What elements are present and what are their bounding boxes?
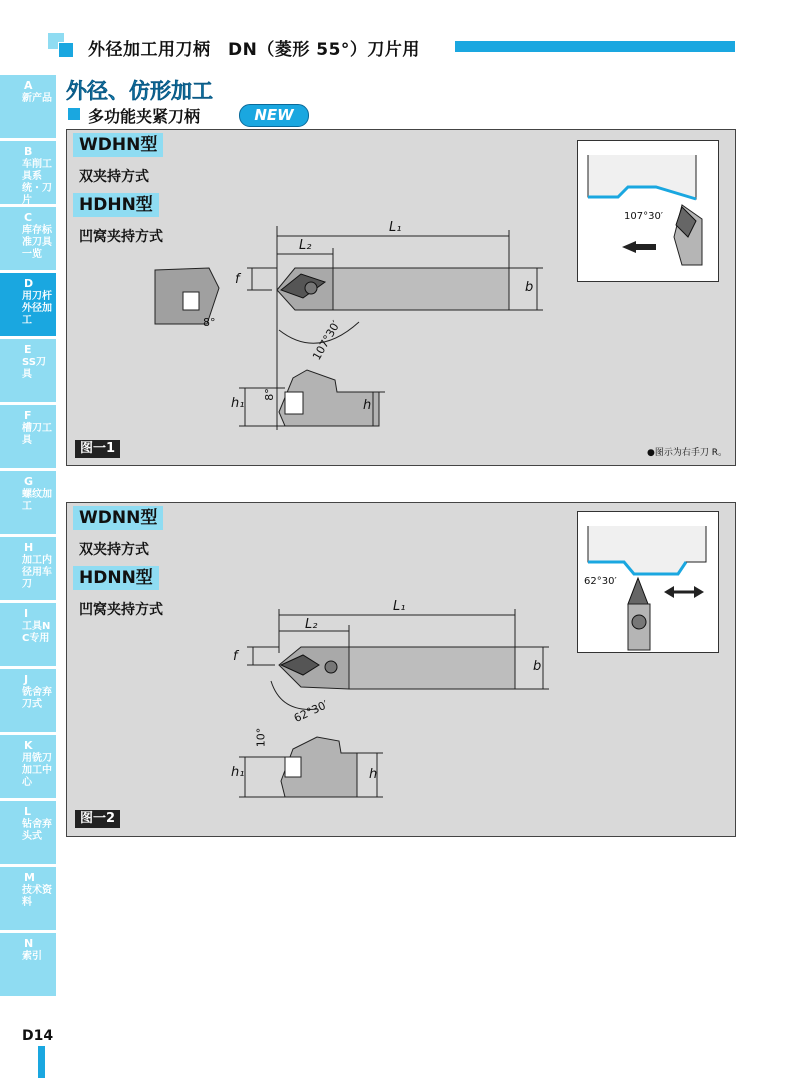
chapter-tab-e[interactable]: E SS刀具 bbox=[0, 339, 56, 402]
chapter-tab-j[interactable]: J 铣舍弃刀式 bbox=[0, 669, 56, 732]
chapter-tab-i[interactable]: I 工具NC专用 bbox=[0, 603, 56, 666]
figure-panel-2 bbox=[66, 502, 736, 837]
dim-b-label: b bbox=[525, 280, 534, 295]
dim-side-angle-label: 8° bbox=[203, 316, 216, 329]
dim-l1-label: L₁ bbox=[393, 599, 406, 614]
clamp-method-recess: 凹窝夹持方式 bbox=[79, 602, 163, 618]
type-label-hdnn: HDNN型 bbox=[73, 566, 159, 590]
dim-h1-label: h₁ bbox=[231, 765, 245, 780]
chapter-tab-f[interactable]: F 槽刀工具 bbox=[0, 405, 56, 468]
dim-h-label: h bbox=[363, 398, 372, 413]
dim-f-label: f bbox=[233, 649, 238, 664]
chapter-tab-n[interactable]: N 索引 bbox=[0, 933, 56, 996]
chapter-tab-c[interactable]: C 库存标准刀具一览 bbox=[0, 207, 56, 270]
clamp-method-double: 双夹持方式 bbox=[79, 169, 149, 185]
dim-l1-label: L₁ bbox=[389, 220, 402, 235]
dim-f-label: f bbox=[235, 272, 240, 287]
header-rule bbox=[455, 41, 735, 52]
chapter-tabs bbox=[0, 75, 56, 999]
new-badge: NEW bbox=[239, 104, 309, 127]
section-subtitle: 多功能夹紧刀柄 bbox=[88, 107, 201, 126]
subtitle-square-icon bbox=[68, 108, 80, 120]
dim-angle-label: 62°30′ bbox=[291, 698, 331, 725]
dim-b-label: b bbox=[533, 659, 542, 674]
chapter-tab-g[interactable]: G 螺纹加工 bbox=[0, 471, 56, 534]
chapter-tab-m[interactable]: M 技术资料 bbox=[0, 867, 56, 930]
clamp-method-double: 双夹持方式 bbox=[79, 542, 149, 558]
dim-h-label: h bbox=[369, 767, 378, 782]
figure-panel-1 bbox=[66, 129, 736, 466]
application-inset-1 bbox=[577, 140, 719, 282]
page-number: D14 bbox=[22, 1028, 54, 1044]
inset-angle-label: 62°30′ bbox=[584, 576, 617, 587]
type-label-wdhn: WDHN型 bbox=[73, 133, 163, 157]
chapter-tab-d-active[interactable]: D 用刀杆外径加工 bbox=[0, 273, 56, 336]
inset-angle-label: 107°30′ bbox=[624, 211, 664, 222]
dim-side-angle-label: 10° bbox=[254, 727, 268, 748]
chapter-tab-a[interactable]: A 新产品 bbox=[0, 75, 56, 138]
header-square-accent-icon bbox=[58, 42, 74, 58]
application-inset-2 bbox=[577, 511, 719, 653]
page-number-bar bbox=[38, 1046, 45, 1078]
dim-angle-label: 107°30′ bbox=[310, 318, 343, 363]
figure-label-2: 图一2 bbox=[75, 810, 120, 828]
right-hand-note: ●图示为右手刀 R。 bbox=[647, 448, 727, 458]
chapter-tab-k[interactable]: K 用铣刀加工中心 bbox=[0, 735, 56, 798]
chapter-tab-b[interactable]: B 车削工具系统・刀片 bbox=[0, 141, 56, 204]
type-label-hdhn: HDHN型 bbox=[73, 193, 159, 217]
figure-label-1: 图一1 bbox=[75, 440, 120, 458]
chapter-tab-l[interactable]: L 钻舍弃头式 bbox=[0, 801, 56, 864]
type-label-wdnn: WDNN型 bbox=[73, 506, 163, 530]
dim-front-angle-label: 8° bbox=[262, 388, 276, 401]
page-header-title: 外径加工用刀柄 DN（菱形 55°）刀片用 bbox=[88, 40, 420, 60]
dim-l2-label: L₂ bbox=[305, 617, 318, 632]
dim-l2-label: L₂ bbox=[299, 238, 312, 253]
dim-h1-label: h₁ bbox=[231, 396, 245, 411]
chapter-tab-h[interactable]: H 加工内径用车刀 bbox=[0, 537, 56, 600]
clamp-method-recess: 凹窝夹持方式 bbox=[79, 229, 163, 245]
section-title: 外径、仿形加工 bbox=[66, 79, 213, 103]
